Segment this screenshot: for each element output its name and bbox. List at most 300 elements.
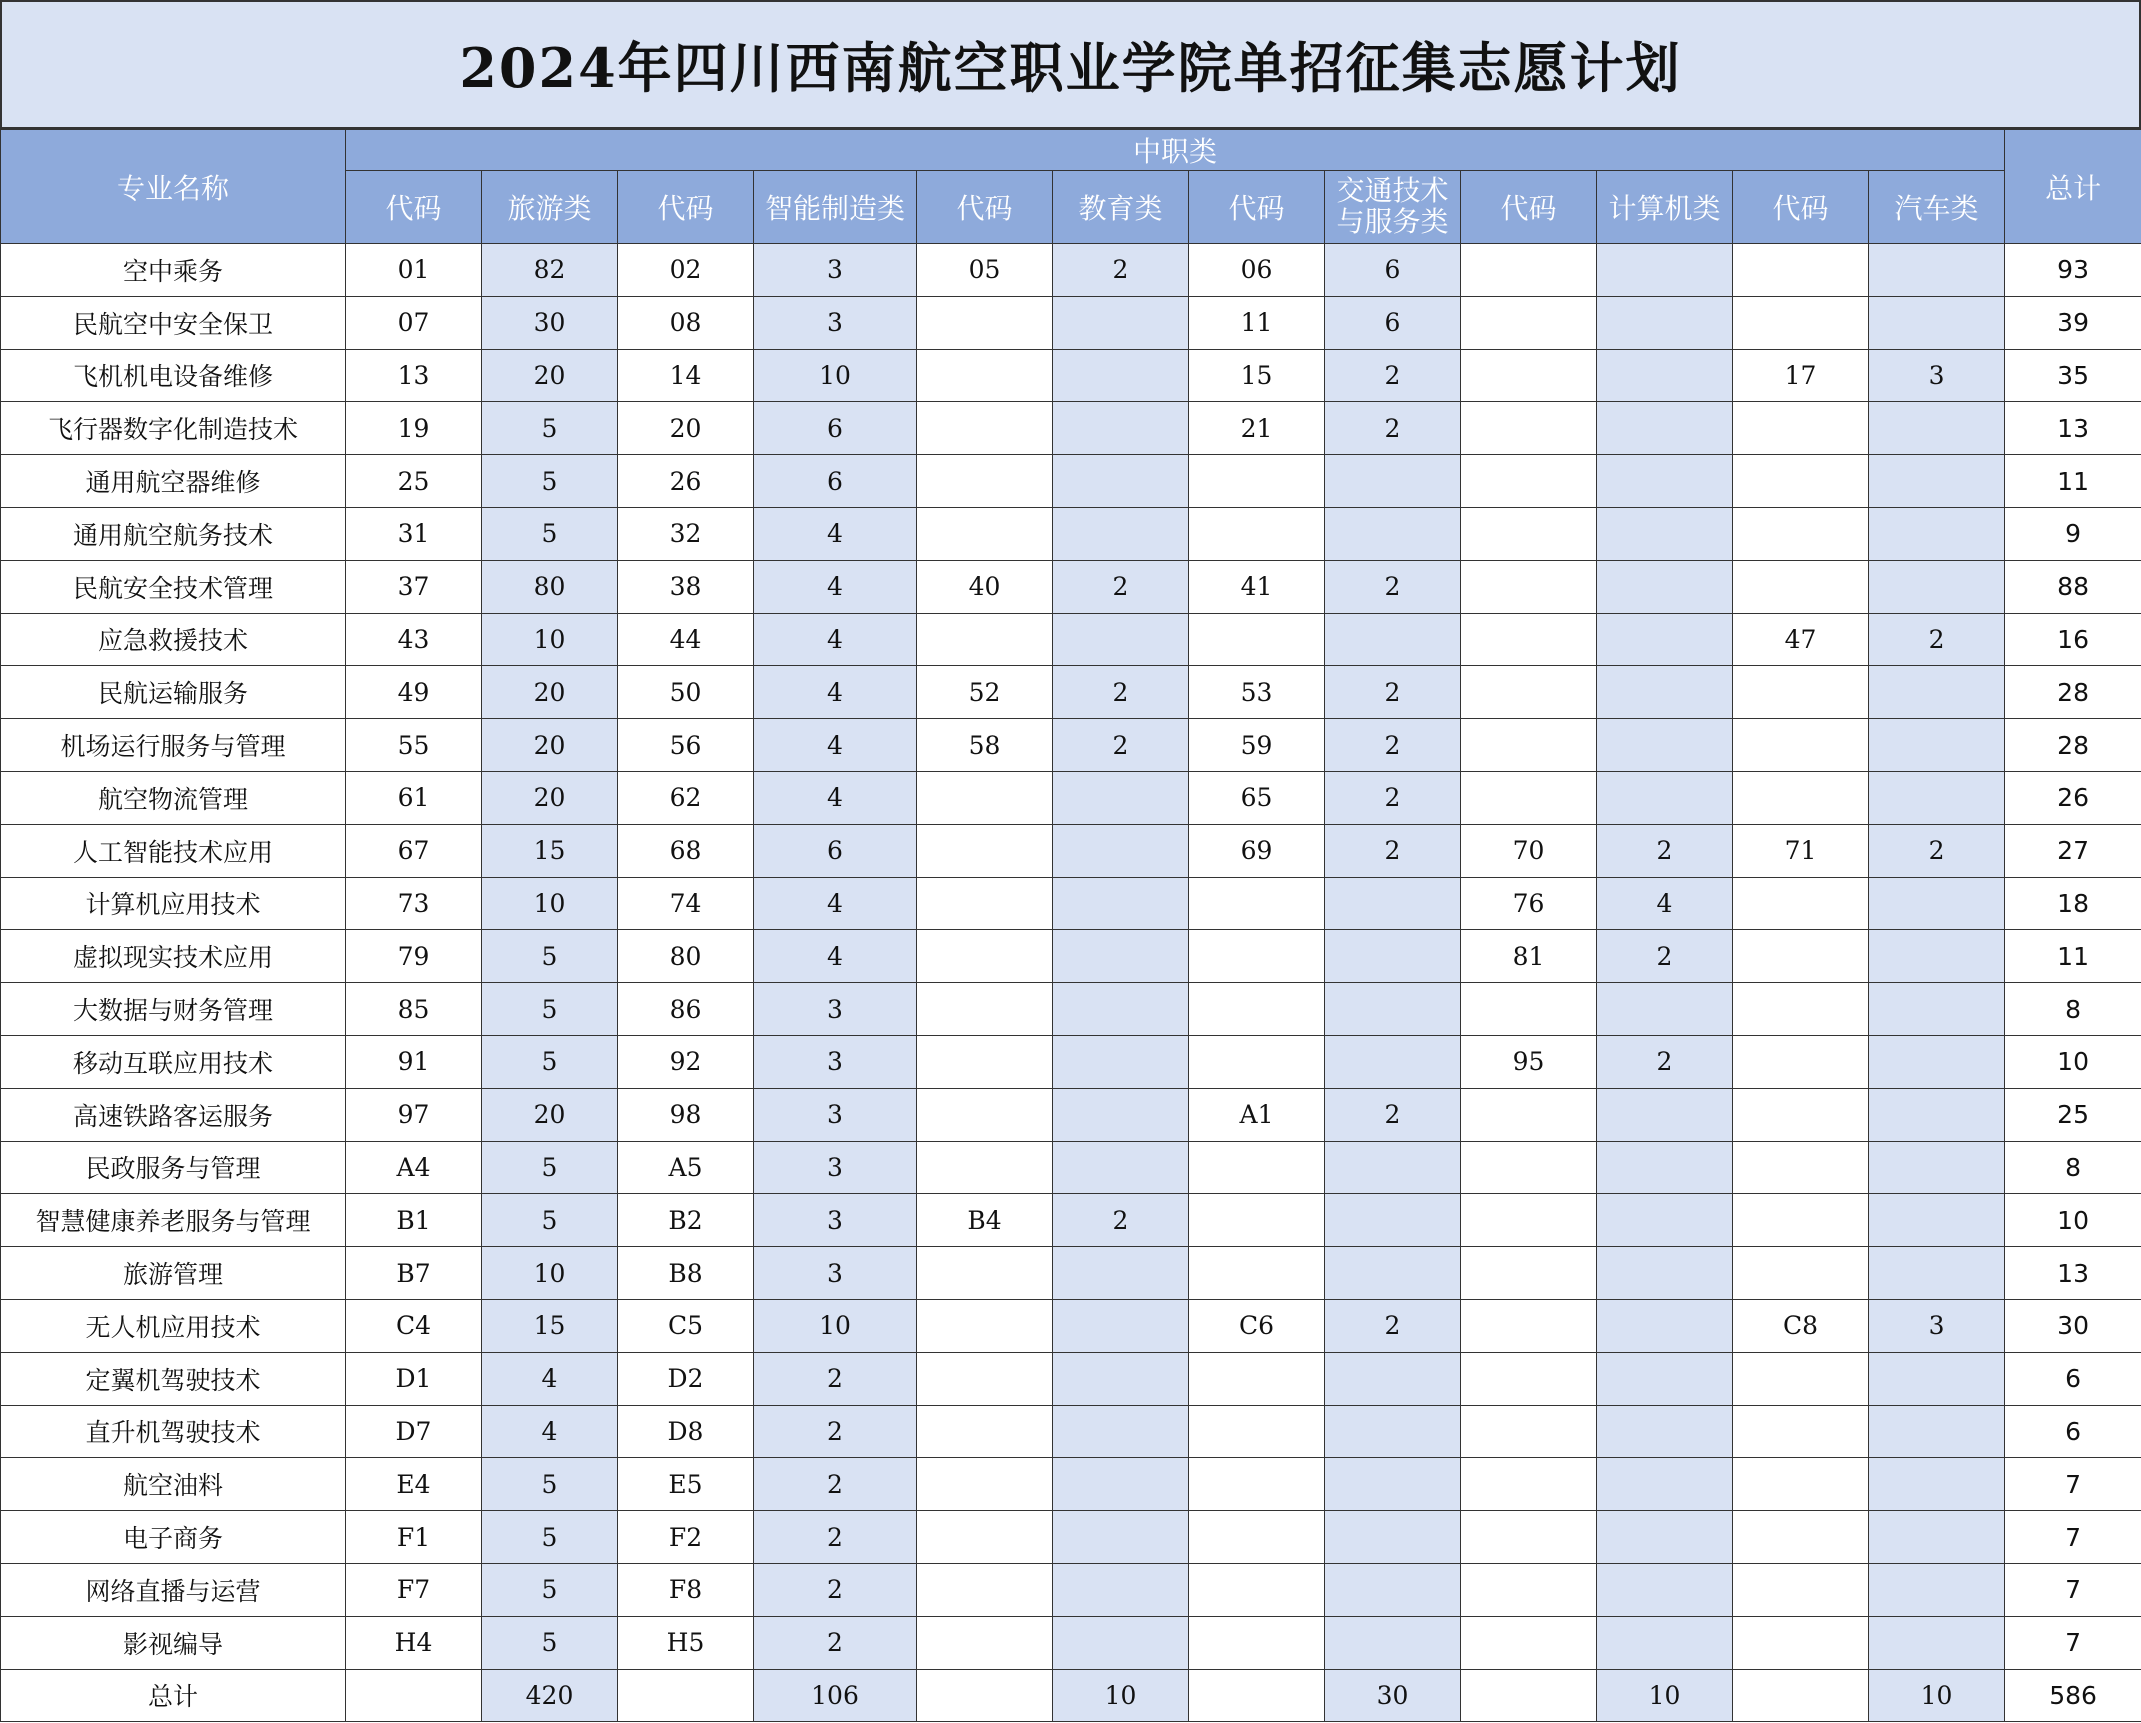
count-cell <box>1053 507 1189 560</box>
count-cell <box>1325 983 1461 1036</box>
code-cell <box>917 1352 1053 1405</box>
major-name-cell: 飞机机电设备维修 <box>1 349 346 402</box>
count-cell <box>1053 1405 1189 1458</box>
header-group: 中职类 <box>346 130 2005 171</box>
count-cell: 2 <box>1325 719 1461 772</box>
major-name-cell: 旅游管理 <box>1 1247 346 1300</box>
count-cell <box>1869 1352 2005 1405</box>
count-cell <box>1053 983 1189 1036</box>
code-cell <box>1189 1669 1325 1722</box>
row-total-cell: 39 <box>2005 296 2141 349</box>
header-code: 代码 <box>618 171 754 244</box>
code-cell <box>1461 983 1597 1036</box>
code-cell: 43 <box>346 613 482 666</box>
header-category: 交通技术与服务类 <box>1325 171 1461 244</box>
count-cell <box>1597 349 1733 402</box>
code-cell <box>1733 771 1869 824</box>
major-name-cell: 通用航空航务技术 <box>1 507 346 560</box>
code-cell: E5 <box>618 1458 754 1511</box>
code-cell: F1 <box>346 1511 482 1564</box>
code-cell: B1 <box>346 1194 482 1247</box>
code-cell: A4 <box>346 1141 482 1194</box>
header-code: 代码 <box>1733 171 1869 244</box>
code-cell <box>1733 983 1869 1036</box>
code-cell <box>1461 1563 1597 1616</box>
code-cell <box>1461 296 1597 349</box>
code-cell <box>1461 719 1597 772</box>
table-row <box>1 1352 2141 1405</box>
table-row <box>1 1458 2141 1511</box>
count-cell <box>1869 1616 2005 1669</box>
code-cell <box>1461 455 1597 508</box>
count-cell <box>1869 1458 2005 1511</box>
code-cell <box>1733 1088 1869 1141</box>
count-cell <box>1325 877 1461 930</box>
row-total-cell: 11 <box>2005 455 2141 508</box>
count-cell <box>1325 1194 1461 1247</box>
count-cell: 4 <box>754 877 917 930</box>
code-cell: 41 <box>1189 560 1325 613</box>
count-cell: 2 <box>1325 824 1461 877</box>
code-cell <box>1733 1669 1869 1722</box>
header-code: 代码 <box>1189 171 1325 244</box>
count-cell: 4 <box>482 1405 618 1458</box>
table-row <box>1 1511 2141 1564</box>
count-cell: 3 <box>754 1247 917 1300</box>
table-row <box>1 719 2141 772</box>
count-cell <box>1325 613 1461 666</box>
count-cell <box>1053 1458 1189 1511</box>
code-cell <box>917 1563 1053 1616</box>
code-cell <box>917 1299 1053 1352</box>
row-total-cell: 9 <box>2005 507 2141 560</box>
total-label: 总计 <box>1 1669 346 1722</box>
code-cell: D1 <box>346 1352 482 1405</box>
count-cell: 10 <box>1869 1669 2005 1722</box>
count-cell: 5 <box>482 1511 618 1564</box>
count-cell <box>1869 983 2005 1036</box>
major-name-cell: 民航运输服务 <box>1 666 346 719</box>
code-cell: 37 <box>346 560 482 613</box>
count-cell: 3 <box>754 296 917 349</box>
code-cell: 07 <box>346 296 482 349</box>
major-name-cell: 计算机应用技术 <box>1 877 346 930</box>
table-row <box>1 507 2141 560</box>
count-cell: 4 <box>754 560 917 613</box>
count-cell <box>1325 1352 1461 1405</box>
count-cell <box>1869 402 2005 455</box>
table-row <box>1 1299 2141 1352</box>
count-cell <box>1597 1405 1733 1458</box>
count-cell <box>1869 1405 2005 1458</box>
row-total-cell: 10 <box>2005 1035 2141 1088</box>
code-cell <box>917 877 1053 930</box>
code-cell <box>1733 507 1869 560</box>
code-cell <box>1733 1405 1869 1458</box>
count-cell <box>1869 930 2005 983</box>
code-cell: 05 <box>917 244 1053 297</box>
code-cell: 52 <box>917 666 1053 719</box>
major-name-cell: 直升机驾驶技术 <box>1 1405 346 1458</box>
major-name-cell: 飞行器数字化制造技术 <box>1 402 346 455</box>
code-cell: H5 <box>618 1616 754 1669</box>
major-name-cell: 应急救援技术 <box>1 613 346 666</box>
code-cell <box>1189 1141 1325 1194</box>
code-cell <box>917 507 1053 560</box>
count-cell <box>1869 1511 2005 1564</box>
count-cell: 5 <box>482 455 618 508</box>
code-cell: 55 <box>346 719 482 772</box>
code-cell <box>1189 507 1325 560</box>
table-row <box>1 1247 2141 1300</box>
count-cell: 30 <box>482 296 618 349</box>
code-cell <box>1189 930 1325 983</box>
code-cell <box>1189 1352 1325 1405</box>
code-cell <box>1461 507 1597 560</box>
code-cell <box>1189 613 1325 666</box>
code-cell <box>917 1458 1053 1511</box>
count-cell: 4 <box>754 930 917 983</box>
count-cell <box>1597 983 1733 1036</box>
count-cell: 10 <box>482 613 618 666</box>
code-cell <box>1189 877 1325 930</box>
code-cell <box>917 824 1053 877</box>
count-cell: 2 <box>754 1616 917 1669</box>
row-total-cell: 6 <box>2005 1352 2141 1405</box>
code-cell <box>917 613 1053 666</box>
count-cell: 82 <box>482 244 618 297</box>
count-cell: 6 <box>754 402 917 455</box>
code-cell <box>1733 930 1869 983</box>
code-cell: 32 <box>618 507 754 560</box>
major-name-cell: 机场运行服务与管理 <box>1 719 346 772</box>
row-total-cell: 6 <box>2005 1405 2141 1458</box>
code-cell: B7 <box>346 1247 482 1300</box>
code-cell <box>917 1669 1053 1722</box>
code-cell: B8 <box>618 1247 754 1300</box>
code-cell <box>1733 877 1869 930</box>
row-total-cell: 16 <box>2005 613 2141 666</box>
count-cell <box>1053 1247 1189 1300</box>
count-cell <box>1869 455 2005 508</box>
table-row <box>1 1616 2141 1669</box>
count-cell <box>1597 1194 1733 1247</box>
code-cell <box>917 1405 1053 1458</box>
count-cell: 5 <box>482 1035 618 1088</box>
code-cell <box>1733 1563 1869 1616</box>
row-total-cell: 586 <box>2005 1669 2141 1722</box>
count-cell: 5 <box>482 1563 618 1616</box>
code-cell <box>1461 1299 1597 1352</box>
count-cell <box>1869 507 2005 560</box>
count-cell <box>1325 1563 1461 1616</box>
code-cell: 98 <box>618 1088 754 1141</box>
code-cell: 67 <box>346 824 482 877</box>
table-row <box>1 560 2141 613</box>
count-cell <box>1053 877 1189 930</box>
code-cell <box>1461 402 1597 455</box>
code-cell <box>1733 666 1869 719</box>
code-cell <box>1733 1141 1869 1194</box>
count-cell: 4 <box>754 666 917 719</box>
row-total-cell: 8 <box>2005 983 2141 1036</box>
count-cell <box>1053 1035 1189 1088</box>
count-cell <box>1053 1352 1189 1405</box>
count-cell <box>1869 1035 2005 1088</box>
code-cell: D7 <box>346 1405 482 1458</box>
table-row <box>1 666 2141 719</box>
row-total-cell: 13 <box>2005 1247 2141 1300</box>
count-cell: 6 <box>754 824 917 877</box>
count-cell <box>1053 613 1189 666</box>
code-cell: 76 <box>1461 877 1597 930</box>
code-cell <box>1461 244 1597 297</box>
count-cell: 2 <box>754 1458 917 1511</box>
table-body <box>1 244 2141 1722</box>
count-cell <box>1325 1616 1461 1669</box>
count-cell: 10 <box>754 349 917 402</box>
count-cell <box>1869 1088 2005 1141</box>
count-cell <box>1325 455 1461 508</box>
code-cell: 20 <box>618 402 754 455</box>
table-row <box>1 244 2141 297</box>
code-cell: F2 <box>618 1511 754 1564</box>
code-cell <box>917 1616 1053 1669</box>
code-cell: 69 <box>1189 824 1325 877</box>
code-cell: D2 <box>618 1352 754 1405</box>
table-row <box>1 771 2141 824</box>
code-cell: 31 <box>346 507 482 560</box>
table-row <box>1 1141 2141 1194</box>
code-cell: 49 <box>346 666 482 719</box>
count-cell: 2 <box>754 1405 917 1458</box>
major-name-cell: 智慧健康养老服务与管理 <box>1 1194 346 1247</box>
code-cell <box>1461 1616 1597 1669</box>
table-row <box>1 877 2141 930</box>
code-cell <box>1733 719 1869 772</box>
count-cell <box>1053 296 1189 349</box>
count-cell <box>1325 1141 1461 1194</box>
count-cell <box>1597 1247 1733 1300</box>
code-cell: 80 <box>618 930 754 983</box>
code-cell: 79 <box>346 930 482 983</box>
header-code: 代码 <box>346 171 482 244</box>
major-name-cell: 影视编导 <box>1 1616 346 1669</box>
count-cell: 5 <box>482 402 618 455</box>
count-cell <box>1053 1299 1189 1352</box>
count-cell: 20 <box>482 666 618 719</box>
code-cell: B4 <box>917 1194 1053 1247</box>
code-cell: B2 <box>618 1194 754 1247</box>
count-cell: 2 <box>1053 719 1189 772</box>
count-cell: 4 <box>1597 877 1733 930</box>
count-cell: 2 <box>1325 560 1461 613</box>
code-cell <box>1189 1247 1325 1300</box>
code-cell <box>917 1511 1053 1564</box>
count-cell: 20 <box>482 1088 618 1141</box>
major-name-cell: 虚拟现实技术应用 <box>1 930 346 983</box>
count-cell <box>1325 1511 1461 1564</box>
count-cell: 5 <box>482 1458 618 1511</box>
count-cell <box>1597 1458 1733 1511</box>
count-cell: 4 <box>754 613 917 666</box>
code-cell <box>1733 1458 1869 1511</box>
count-cell: 3 <box>1869 1299 2005 1352</box>
code-cell: 92 <box>618 1035 754 1088</box>
code-cell <box>917 1247 1053 1300</box>
count-cell <box>1597 1088 1733 1141</box>
code-cell <box>917 296 1053 349</box>
code-cell: 50 <box>618 666 754 719</box>
row-total-cell: 25 <box>2005 1088 2141 1141</box>
table-row <box>1 1088 2141 1141</box>
count-cell: 3 <box>754 244 917 297</box>
row-total-cell: 27 <box>2005 824 2141 877</box>
count-cell: 15 <box>482 1299 618 1352</box>
count-cell: 80 <box>482 560 618 613</box>
major-name-cell: 民政服务与管理 <box>1 1141 346 1194</box>
major-name-cell: 网络直播与运营 <box>1 1563 346 1616</box>
count-cell: 10 <box>482 1247 618 1300</box>
code-cell <box>917 930 1053 983</box>
count-cell <box>1053 824 1189 877</box>
code-cell: 44 <box>618 613 754 666</box>
count-cell <box>1325 507 1461 560</box>
code-cell: 73 <box>346 877 482 930</box>
code-cell <box>1733 1247 1869 1300</box>
count-cell <box>1597 1352 1733 1405</box>
code-cell: 15 <box>1189 349 1325 402</box>
code-cell: 38 <box>618 560 754 613</box>
code-cell: E4 <box>346 1458 482 1511</box>
code-cell <box>1461 1194 1597 1247</box>
count-cell: 3 <box>1869 349 2005 402</box>
code-cell <box>1189 1035 1325 1088</box>
code-cell: 86 <box>618 983 754 1036</box>
count-cell <box>1597 455 1733 508</box>
code-cell <box>1461 349 1597 402</box>
code-cell: 95 <box>1461 1035 1597 1088</box>
count-cell: 15 <box>482 824 618 877</box>
row-total-cell: 26 <box>2005 771 2141 824</box>
count-cell: 2 <box>1597 930 1733 983</box>
code-cell <box>618 1669 754 1722</box>
code-cell: 53 <box>1189 666 1325 719</box>
table-row <box>1 455 2141 508</box>
code-cell <box>1189 1563 1325 1616</box>
count-cell: 2 <box>1597 1035 1733 1088</box>
code-cell: A1 <box>1189 1088 1325 1141</box>
code-cell: F7 <box>346 1563 482 1616</box>
code-cell: 59 <box>1189 719 1325 772</box>
major-name-cell: 移动互联应用技术 <box>1 1035 346 1088</box>
table-row <box>1 983 2141 1036</box>
major-name-cell: 通用航空器维修 <box>1 455 346 508</box>
code-cell <box>1461 1088 1597 1141</box>
code-cell <box>917 455 1053 508</box>
page-title: 2024年四川西南航空职业学院单招征集志愿计划 <box>459 36 1682 100</box>
row-total-cell: 7 <box>2005 1616 2141 1669</box>
code-cell <box>1461 560 1597 613</box>
count-cell <box>1325 1035 1461 1088</box>
major-name-cell: 电子商务 <box>1 1511 346 1564</box>
row-total-cell: 28 <box>2005 666 2141 719</box>
count-cell: 2 <box>1597 824 1733 877</box>
count-cell <box>1597 244 1733 297</box>
count-cell: 6 <box>1325 244 1461 297</box>
code-cell <box>1189 983 1325 1036</box>
code-cell <box>1189 1511 1325 1564</box>
code-cell <box>917 983 1053 1036</box>
code-cell <box>1461 1511 1597 1564</box>
count-cell: 5 <box>482 507 618 560</box>
code-cell: 81 <box>1461 930 1597 983</box>
count-cell <box>1869 877 2005 930</box>
count-cell <box>1597 666 1733 719</box>
code-cell <box>1461 771 1597 824</box>
header-total: 总计 <box>2005 130 2141 244</box>
code-cell: C5 <box>618 1299 754 1352</box>
row-total-cell: 30 <box>2005 1299 2141 1352</box>
table-row <box>1 824 2141 877</box>
row-total-cell: 7 <box>2005 1511 2141 1564</box>
count-cell <box>1325 1247 1461 1300</box>
count-cell: 3 <box>754 1035 917 1088</box>
row-total-cell: 88 <box>2005 560 2141 613</box>
count-cell <box>1869 296 2005 349</box>
code-cell: 68 <box>618 824 754 877</box>
major-name-cell: 无人机应用技术 <box>1 1299 346 1352</box>
count-cell: 6 <box>1325 296 1461 349</box>
code-cell <box>1733 402 1869 455</box>
count-cell: 10 <box>482 877 618 930</box>
count-cell <box>1597 507 1733 560</box>
count-cell: 5 <box>482 930 618 983</box>
count-cell: 20 <box>482 719 618 772</box>
table-row <box>1 349 2141 402</box>
header-category: 计算机类 <box>1597 171 1733 244</box>
row-total-cell: 11 <box>2005 930 2141 983</box>
code-cell: 65 <box>1189 771 1325 824</box>
count-cell: 2 <box>1325 1088 1461 1141</box>
count-cell <box>1869 1194 2005 1247</box>
count-cell <box>1597 613 1733 666</box>
count-cell: 2 <box>1869 824 2005 877</box>
code-cell <box>1461 613 1597 666</box>
count-cell <box>1869 771 2005 824</box>
code-cell: 91 <box>346 1035 482 1088</box>
enrollment-plan-table <box>0 129 2141 1722</box>
total-row <box>1 1669 2141 1722</box>
count-cell <box>1869 666 2005 719</box>
count-cell: 2 <box>1325 349 1461 402</box>
code-cell: 62 <box>618 771 754 824</box>
count-cell <box>1597 1616 1733 1669</box>
count-cell <box>1869 719 2005 772</box>
count-cell <box>1053 930 1189 983</box>
code-cell <box>1461 666 1597 719</box>
code-cell: 47 <box>1733 613 1869 666</box>
count-cell: 2 <box>1053 666 1189 719</box>
count-cell <box>1053 455 1189 508</box>
table-row <box>1 402 2141 455</box>
code-cell <box>1189 1405 1325 1458</box>
count-cell: 3 <box>754 1088 917 1141</box>
code-cell: 06 <box>1189 244 1325 297</box>
major-name-cell: 大数据与财务管理 <box>1 983 346 1036</box>
table-row <box>1 296 2141 349</box>
title-bar <box>0 0 2141 129</box>
